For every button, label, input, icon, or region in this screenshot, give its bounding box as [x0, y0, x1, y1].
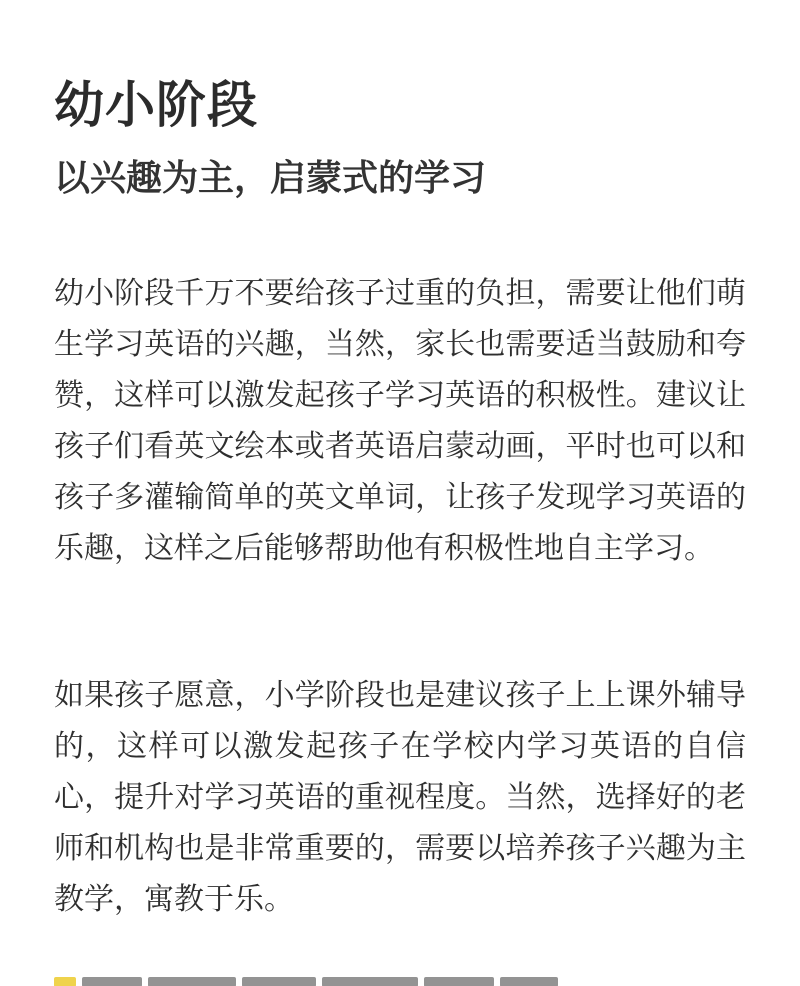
body-paragraph-2: 如果孩子愿意，小学阶段也是建议孩子上上课外辅导的，这样可以激发起孩子在学校内学习英语的自信心，提升对学习英语的重视程度。当然，选择好的老师和机构也是非常重要的，需要以培养孩子兴趣为主教学，寓教于乐。 [54, 678, 746, 917]
cut-off-text-line [54, 972, 574, 986]
page-subtitle: 以兴趣为主，启蒙式的学习 [54, 158, 487, 199]
page-title: 幼小阶段 [54, 76, 258, 134]
body-paragraph-1: 幼小阶段千万不要给孩子过重的负担，需要让他们萌生学习英语的兴趣，当然，家长也需要适当鼓励和夸赞，这样可以激发起孩子学习英语的积极性。建议让孩子们看英文绘本或者英语启蒙动画，平时也可以和孩子多灌输简单的英文单词，让孩子发现学习英语的乐趣，这样之后能够帮助他有积极性地自主学习。 [54, 276, 746, 566]
